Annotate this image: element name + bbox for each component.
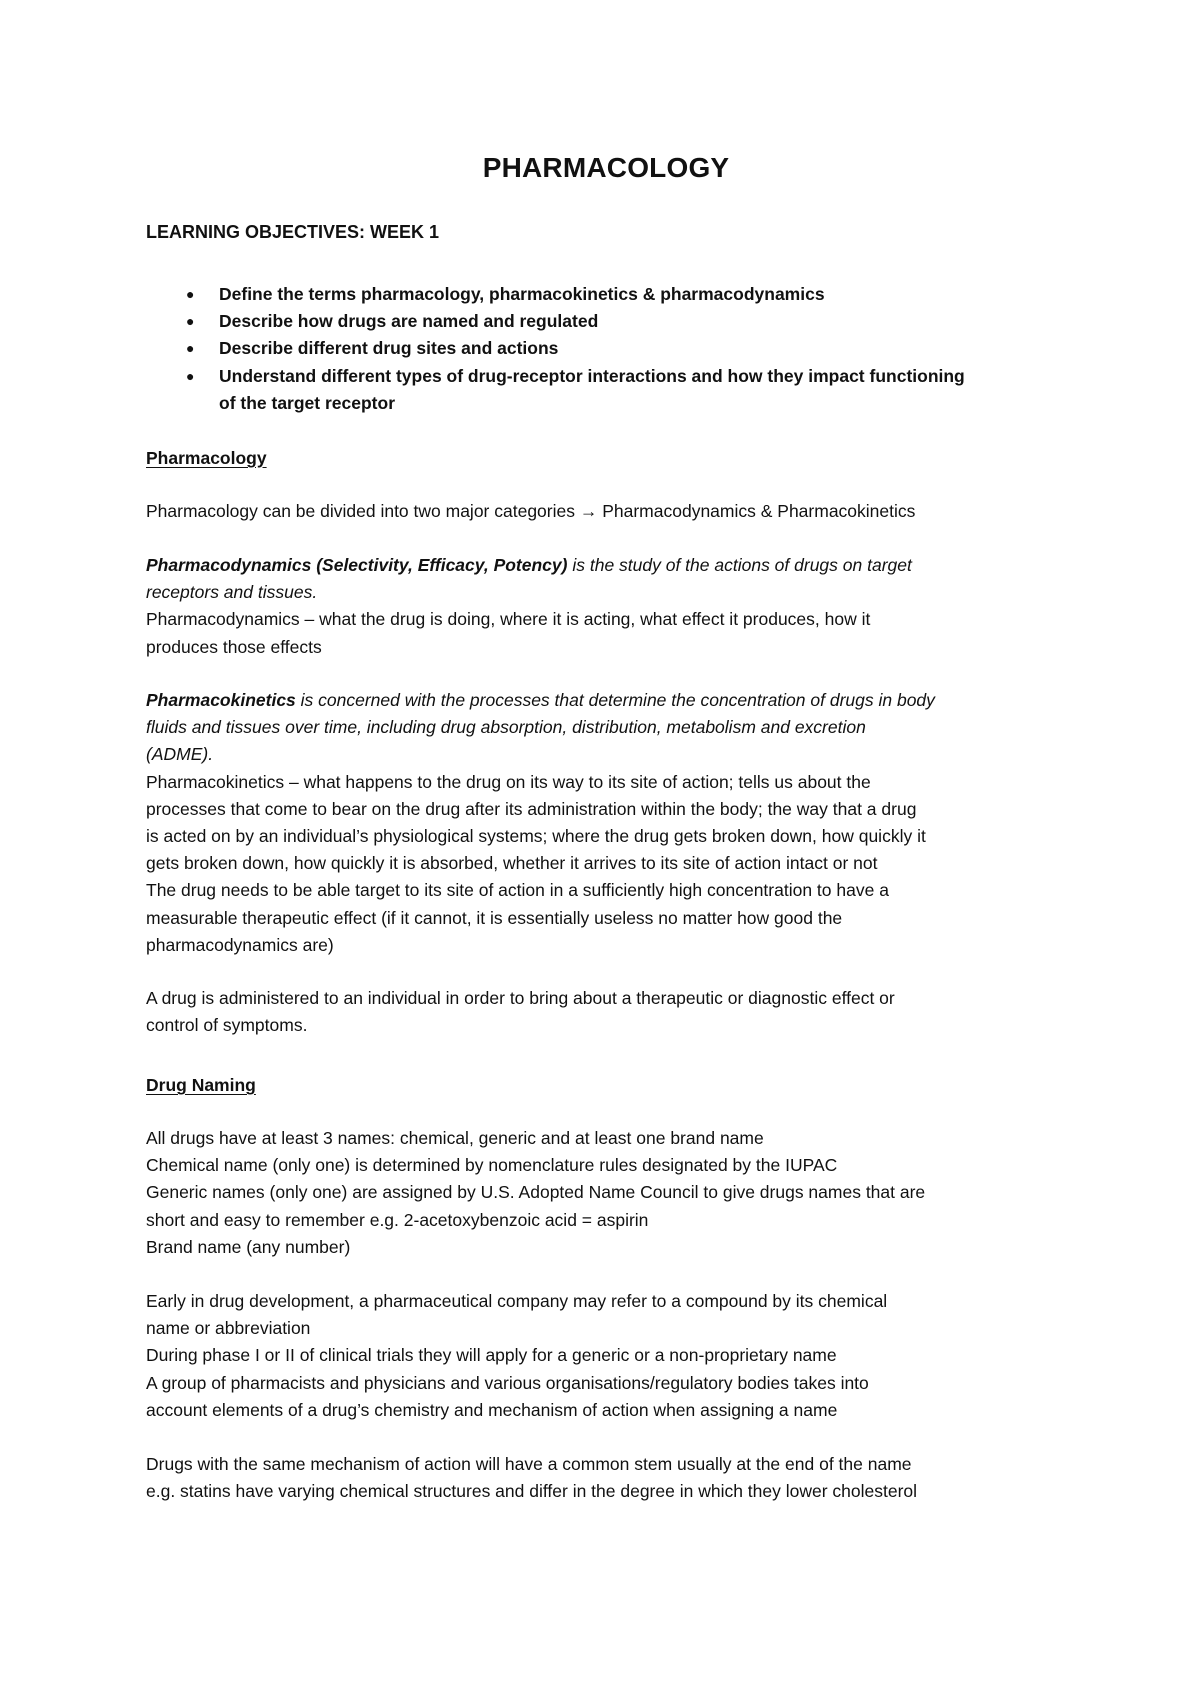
pharmacodynamics-paragraph: Pharmacodynamics (Selectivity, Efficacy, Potency) is the study of the actions of drugs on target receptors and tissues. Pharmacodynamics – what the drug is doing, where it is acting, what effect it produces, how it produces those effects xyxy=(146,555,912,657)
drug-naming-paragraph-1: All drugs have at least 3 names: chemical, generic and at least one brand name Chemical name (only one) is determined by nomenclature rules designated by the IUPAC Generic names (only one) are assigned by U.S. Adopted Name Council to give drugs names that are short and easy to remember e.g. 2-acetoxybenzoic acid = aspirin Brand name (any number) xyxy=(146,1128,926,1257)
section-heading-drug-naming: Drug Naming xyxy=(146,1075,256,1095)
list-item: ● Define the terms pharmacology, pharmacokinetics & pharmacodynamics xyxy=(146,281,1066,308)
list-item: ● Describe different drug sites and actions xyxy=(146,335,1066,362)
section-heading-pharmacology: Pharmacology xyxy=(146,448,267,468)
pharmacodynamics-term: Pharmacodynamics (Selectivity, Efficacy, Potency) xyxy=(146,555,568,575)
pharmacokinetics-paragraph: Pharmacokinetics is concerned with the processes that determine the concentration of drugs in body fluids and tissues over time, including drug absorption, distribution, metabolism and excretion (ADME). Pharmacokinetics – what happens to the drug on its way to its site of action; tells us about the processes that come to bear on the drug after its administration within the body; the way that a drug is acted on by an individual’s physiological systems; where the drug gets broken down, how quickly it gets broken down, how quickly it is absorbed, whether it arrives to its site of action intact or not The drug needs to be able target to its site of action in a sufficiently high concentration to have a measurable therapeutic effect (if it cannot, it is essentially useless no matter how good the pharmacodynamics are) xyxy=(146,690,935,955)
objectives-list xyxy=(146,281,1066,417)
objectives-heading: LEARNING OBJECTIVES: WEEK 1 xyxy=(146,222,440,242)
bullet-icon: ● xyxy=(186,340,195,357)
drug-naming-paragraph-3: Drugs with the same mechanism of action will have a common stem usually at the end of the name e.g. statins have varying chemical structures and differ in the degree in which they lower cholesterol xyxy=(146,1454,918,1502)
drug-naming-paragraph-2: Early in drug development, a pharmaceutical company may refer to a compound by its chemical name or abbreviation During phase I or II of clinical trials they will apply for a generic or a non-proprietary name A group of pharmacists and physicians and various organisations/regulatory bodies takes into account elements of a drug’s chemistry and mechanism of action when assigning a name xyxy=(146,1291,888,1420)
pharmacology-intro: Pharmacology can be divided into two major categories → Pharmacodynamics & Pharmacokinetics xyxy=(146,501,916,521)
bullet-icon: ● xyxy=(186,313,195,330)
bullet-icon: ● xyxy=(186,367,195,384)
list-item: ● Understand different types of drug-receptor interactions and how they impact functioning xyxy=(146,363,1066,390)
bullet-icon: ● xyxy=(186,286,195,302)
pharmacokinetics-term: Pharmacokinetics xyxy=(146,690,296,710)
administration-paragraph: A drug is administered to an individual in order to bring about a therapeutic or diagnostic effect or control of symptoms. xyxy=(146,988,895,1036)
page-title: PHARMACOLOGY xyxy=(482,152,730,183)
list-item: ● Describe how drugs are named and regulated xyxy=(146,308,1066,335)
list-item-continuation: of the target receptor xyxy=(219,392,395,413)
